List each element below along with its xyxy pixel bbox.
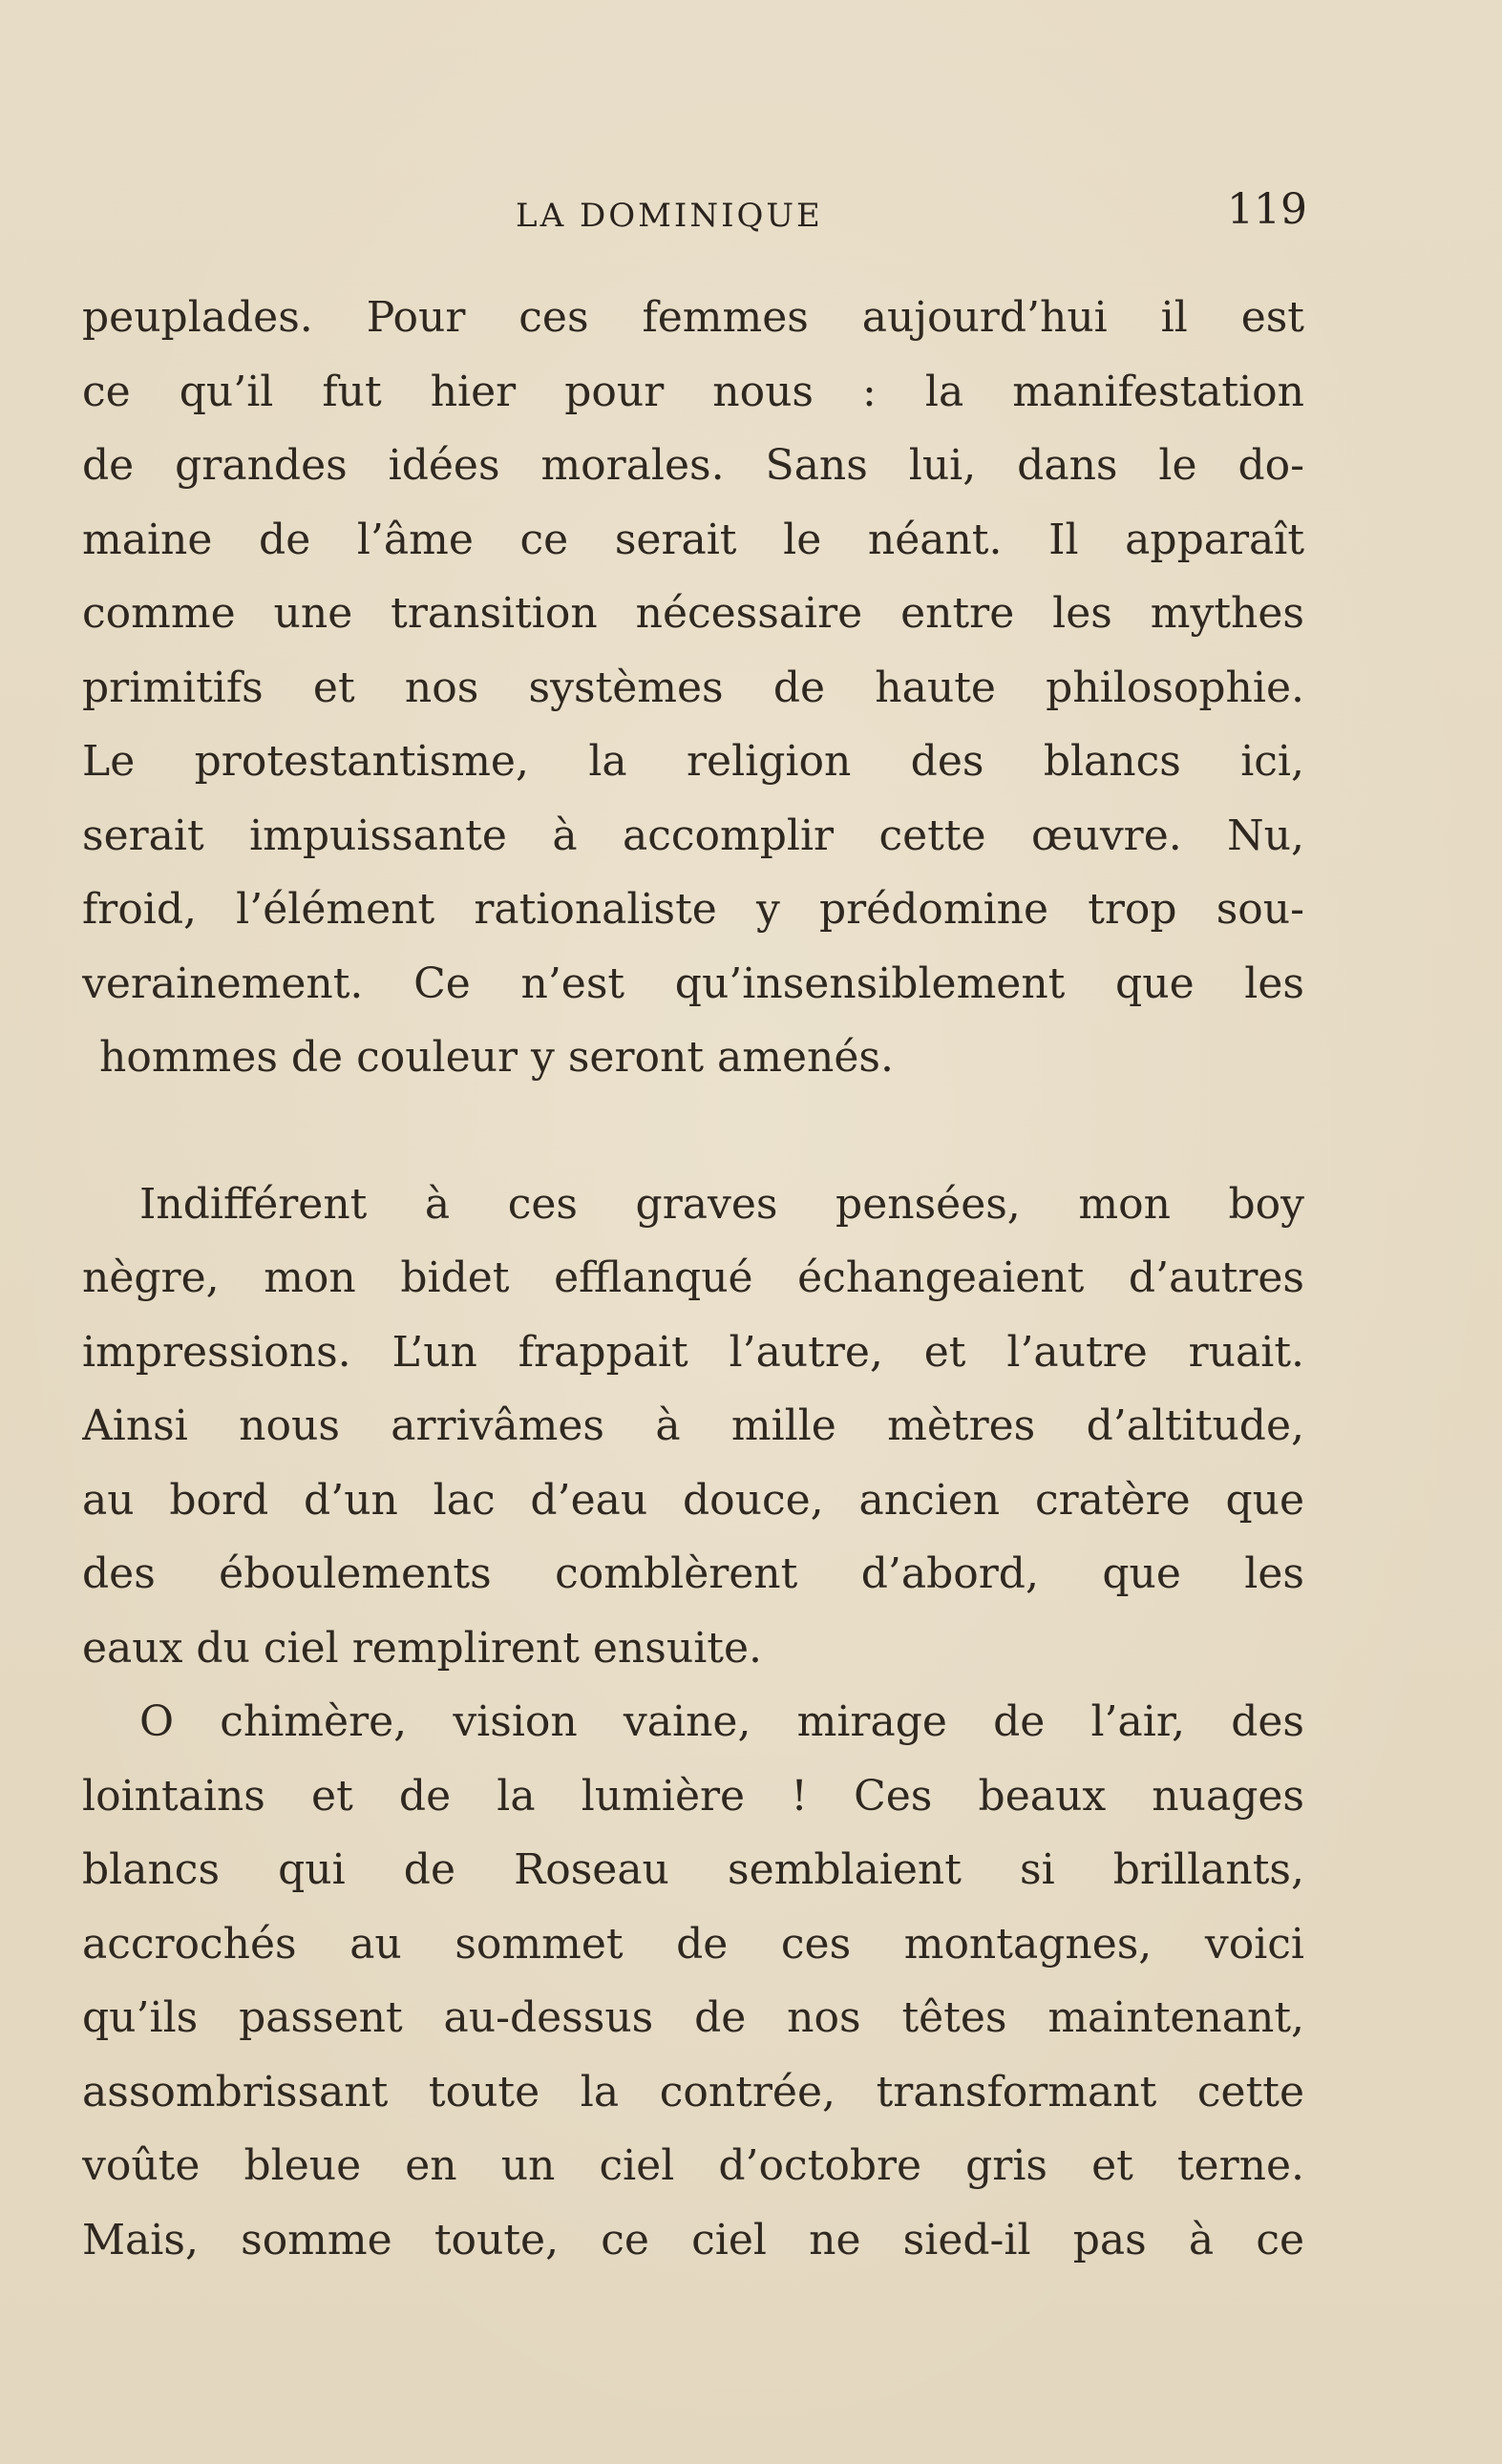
text-line: comme une transition nécessaire entre les mythes [82, 589, 1304, 638]
text-line: assombrissant toute la contrée, transformant cette [82, 2067, 1304, 2117]
body-text [82, 281, 1304, 2277]
text-line: froid, l’élément rationaliste y prédomine trop sou- [82, 885, 1304, 934]
text-line: Indifférent à ces graves pensées, mon boy [139, 1179, 1304, 1229]
text-line: Le protestantisme, la religion des blancs ici, [82, 737, 1304, 786]
page-number: 119 [1227, 185, 1307, 234]
text-line: hommes de couleur y seront amenés. [99, 1033, 894, 1082]
text-line: verainement. Ce n’est qu’insensiblement que les [82, 958, 1304, 1008]
running-title: LA DOMINIQUE [516, 197, 823, 235]
text-line: Mais, somme toute, ce ciel ne sied-il pas à ce [82, 2215, 1304, 2264]
text-line: primitifs et nos systèmes de haute philosophie. [82, 663, 1304, 712]
text-line: blancs qui de Roseau semblaient si brillants, [82, 1845, 1304, 1894]
text-line: qu’ils passent au-dessus de nos têtes maintenant, [82, 1993, 1304, 2042]
text-line: maine de l’âme ce serait le néant. Il apparaît [82, 515, 1304, 564]
text-line: nègre, mon bidet efflanqué échangeaient d’autres [82, 1253, 1304, 1302]
text-line: serait impuissante à accomplir cette œuvre. Nu, [82, 811, 1304, 860]
text-line: peuplades. Pour ces femmes aujourd’hui il est [82, 293, 1304, 342]
text-line: accrochés au sommet de ces montagnes, voici [82, 1919, 1304, 1969]
paragraph [82, 281, 1304, 1095]
paragraph [82, 1168, 1304, 1686]
text-line: des éboulements comblèrent d’abord, que les [82, 1549, 1304, 1598]
text-line: eaux du ciel remplirent ensuite. [82, 1623, 762, 1673]
text-line: voûte bleue en un ciel d’octobre gris et terne. [82, 2141, 1304, 2190]
text-line: O chimère, vision vaine, mirage de l’air, des [139, 1697, 1304, 1746]
text-line: impressions. L’un frappait l’autre, et l’autre ruait. [82, 1327, 1304, 1377]
text-line: ce qu’il fut hier pour nous : la manifestation [82, 367, 1304, 416]
text-line: au bord d’un lac d’eau douce, ancien cratère que [82, 1475, 1304, 1525]
text-line: de grandes idées morales. Sans lui, dans le do- [82, 441, 1304, 490]
text-line: lointains et de la lumière ! Ces beaux nuages [82, 1771, 1304, 1821]
paragraph [82, 1685, 1304, 2277]
paragraph-gap [82, 1095, 1304, 1168]
text-line: Ainsi nous arrivâmes à mille mètres d’altitude, [82, 1401, 1304, 1450]
